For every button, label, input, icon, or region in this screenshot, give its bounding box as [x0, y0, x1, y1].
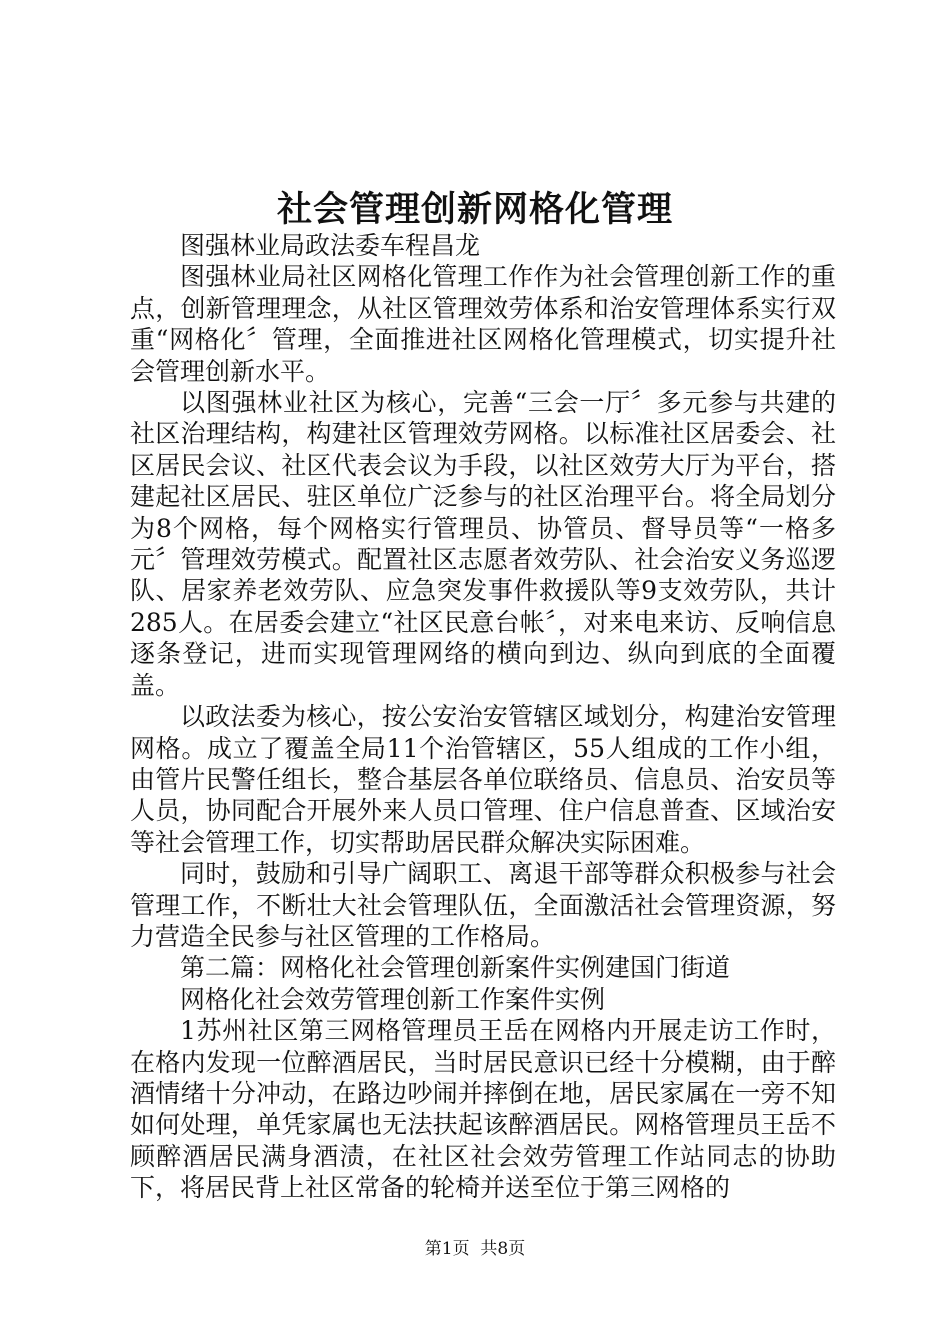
paragraph: 以政法委为核心，按公安治安管辖区域划分，构建治安管理网格。成立了覆盖全局11个治管辖区，55人组成的工作小组，由管片民警任组长，整合基层各单位联络员、信息员、治安员等人员，协同配合开展外来人员口管理、住户信息普查、区域治安等社会管理工作，切实帮助居民群众解决实际困难。	[130, 702, 836, 857]
page-footer	[0, 1237, 950, 1261]
section-subheading: 网格化社会效劳管理创新工作案件实例	[180, 984, 606, 1014]
paragraph: 图强林业局社区网格化管理工作作为社会管理创新工作的重点，创新管理理念，从社区管理效劳体系和治安管理体系实行双重“网格化〞管理，全面推进社区网格化管理模式，切实提升社会管理创新水平。	[130, 262, 836, 386]
paragraph: 以图强林业社区为核心，完善“三会一厅〞多元参与共建的社区治理结构，构建社区管理效劳网格。以标准社区居委会、社区居民会议、社区代表会议为手段，以社区效劳大厅为平台，搭建起社区居民、驻区单位广泛参与的社区治理平台。将全局划分为8个网格，每个网格实行管理员、协管员、督导员等“一格多元〞管理效劳模式。配置社区志愿者效劳队、社会治安义务巡逻队、居家养老效劳队、应急突发事件救援队等9支效劳队，共计285人。在居委会建立“社区民意台帐〞，对来电来访、反响信息逐条登记，进而实现管理网络的横向到边、纵向到底的全面覆盖。	[130, 388, 836, 700]
section-heading: 第二篇：网格化社会管理创新案件实例建国门街道	[180, 953, 731, 983]
document-title: 社会管理创新网格化管理	[276, 189, 673, 230]
paragraph: 1苏州社区第三网格管理员王岳在网格内开展走访工作时，在格内发现一位醉酒居民，当时居民意识已经十分模糊，由于醉酒情绪十分冲动，在路边吵闹并摔倒在地，居民家属在一旁不知如何处理，单凭家属也无法扶起该醉酒居民。网格管理员王岳不顾醉酒居民满身酒渍，在社区社会效劳管理工作站同志的协助下，将居民背上社区常备的轮椅并送至位于第三网格的	[130, 1016, 836, 1203]
author-line: 图强林业局政法委车程昌龙	[180, 231, 481, 260]
document-body	[130, 230, 836, 1204]
page-number: 第1页 共8页	[424, 1239, 526, 1259]
paragraph: 同时，鼓励和引导广阔职工、离退干部等群众积极参与社会管理工作，不断壮大社会管理队伍，全面激活社会管理资源，努力营造全民参与社区管理的工作格局。	[130, 859, 836, 951]
